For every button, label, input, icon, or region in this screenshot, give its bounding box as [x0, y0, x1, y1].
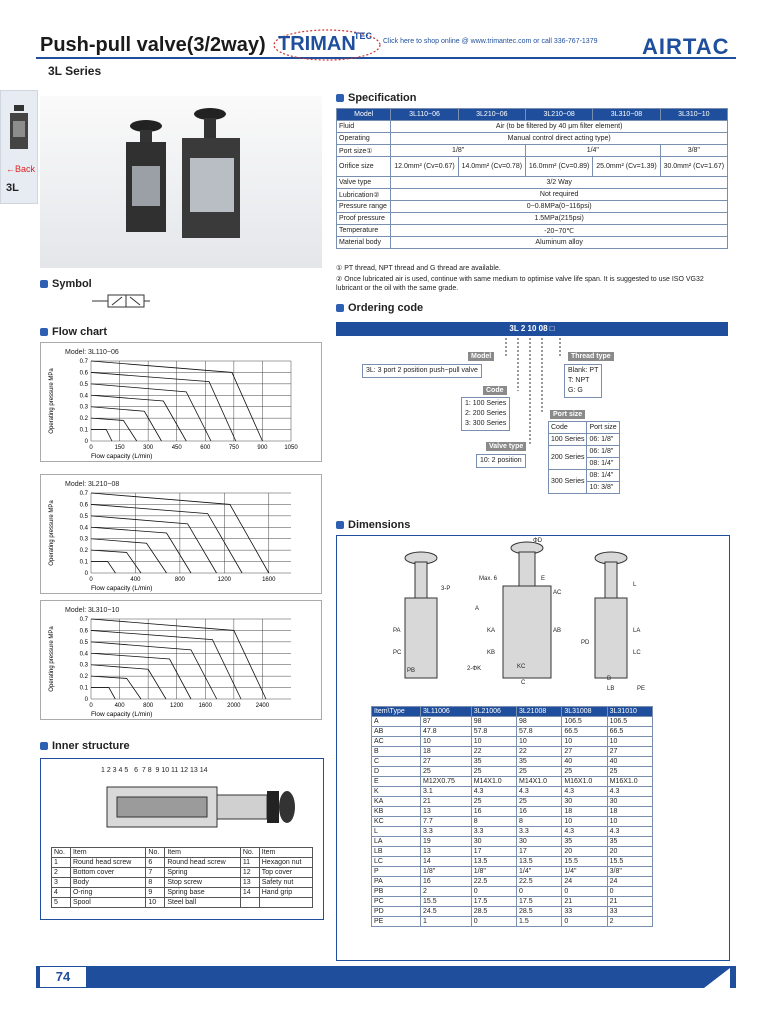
- x-tick-label: 900: [257, 445, 268, 451]
- y-tick-label: 0.2: [79, 548, 88, 555]
- code-list: 1: 100 Series 2: 200 Series 3: 300 Series: [461, 397, 510, 431]
- table-row: AC 10 10 10 10 10: [372, 737, 653, 747]
- table-row: 1 Round head screw 6 Round head screw 11 Hexagon nut: [52, 858, 313, 868]
- part-numbers: 1 2 3 4 5 6 7 8 9 10 11 12 13 14: [101, 767, 208, 774]
- x-tick-label: 800: [143, 703, 154, 709]
- y-tick-label: 0.6: [79, 628, 88, 635]
- table-row: PE 1 0 1.5 0 2: [372, 917, 653, 927]
- x-tick-label: 300: [143, 445, 154, 451]
- port-size-heading: Port size: [550, 410, 585, 419]
- dimensions-heading: Dimensions: [336, 519, 410, 531]
- y-tick-label: 0.3: [79, 662, 88, 669]
- y-tick-label: 0: [84, 571, 88, 577]
- symbol-heading: Symbol: [40, 278, 92, 290]
- x-tick-label: 400: [130, 577, 141, 583]
- dimension-drawings: [341, 540, 725, 700]
- inner-structure-drawing: [97, 777, 297, 841]
- bullet-icon: [40, 328, 48, 336]
- x-tick-label: 750: [228, 445, 239, 451]
- inner-structure-box: [40, 758, 324, 920]
- y-tick-label: 0.4: [79, 651, 88, 658]
- model-value: 3L: 3 port 2 position push−pull valve: [362, 364, 482, 378]
- flow-chart-3: [40, 600, 322, 720]
- flow-chart-2: [40, 474, 322, 594]
- model-heading: Model: [468, 352, 494, 361]
- table-row: AB 47.8 57.8 57.8 66.5 66.5: [372, 727, 653, 737]
- table-row: LB 13 17 17 20 20: [372, 847, 653, 857]
- table-row: LC 14 13.5 13.5 15.5 15.5: [372, 857, 653, 867]
- y-tick-label: 0: [84, 697, 88, 703]
- footer-bar: [36, 966, 736, 988]
- back-link[interactable]: ←Back: [6, 164, 36, 174]
- series-line: [91, 619, 266, 699]
- x-tick-label: 1200: [170, 703, 184, 709]
- sidebar-code: 3L: [6, 182, 19, 194]
- valve-type-value: 10: 2 position: [476, 454, 526, 468]
- series-line: [91, 562, 115, 573]
- spec-note-2: ② Once lubricated air is used, continue with same medium to optimise valve life span. It is suggested to use ISO VG32 lubricant or the oil with the same grade.: [336, 276, 704, 292]
- code-heading: Code: [483, 386, 507, 395]
- x-tick-label: 800: [174, 577, 185, 583]
- flow-chart-3-svg: [41, 601, 321, 719]
- table-row: L 3.3 3.3 3.3 4.3 4.3: [372, 827, 653, 837]
- x-tick-label: 2000: [227, 703, 241, 709]
- x-tick-label: 2400: [255, 703, 270, 709]
- y-tick-label: 0.5: [79, 381, 88, 388]
- chart-title: Model: 3L310−10: [65, 607, 120, 614]
- table-row: B 18 22 22 27 27: [372, 747, 653, 757]
- y-tick-label: 0.2: [79, 674, 88, 681]
- page-number: 74: [40, 967, 86, 987]
- ordering-code-bar: 3L 2 10 08 □: [336, 322, 728, 336]
- y-axis-label: Operating pressure MPa: [49, 500, 55, 566]
- chart-title: Model: 3L210−08: [65, 481, 120, 488]
- ordering-connectors: [336, 336, 728, 476]
- x-tick-label: 400: [114, 703, 125, 709]
- specification-heading: Specification: [336, 92, 416, 104]
- y-tick-label: 0.6: [79, 370, 88, 377]
- y-tick-label: 0.6: [79, 502, 88, 509]
- y-axis-label: Operating pressure MPa: [49, 626, 55, 692]
- header-rule: [36, 57, 736, 59]
- dimensions-table: Item\Type 3L11006 3L21006 3L21008 3L31008 3L31010 A 87 98 98 106.5 106.5 AB 47.8 57.8 57.8 66.5 66.5 AC 10 10 10 10 10 B 18 22 22 27 27 C 27 35 35 40 40 D 25 25 25 25 25 E M12X0.75 M14X1.0 M14X1.0 M16X1.0 M16X1.0 K 3.1 4.3 4.3 4.3 4.3 KA 21 25 25 30 30 KB 13 16 16 18 18 KC 7.7 8 8 10 10 L 3.3 3.3 3.3 4.3 4.3 LA 19 30 30 35 35 LB 13 17 17 20 20 LC 14 13.5 13.5 15.5 15.5 P 1/8" 1/8" 1/4" 1/4" 3/8" PA 16 22.5 22.5 24 24 PB 2 0 0 0 0 PC 15.5 17.5 17.5 21 21 PD 24.5 28.5 28.5 33 33 PE 1 0 1.5 0 2: [371, 706, 653, 927]
- table-row: PC 15.5 17.5 17.5 21 21: [372, 897, 653, 907]
- y-tick-label: 0.3: [79, 404, 88, 411]
- y-tick-label: 0.1: [79, 427, 88, 434]
- series-line: [91, 430, 112, 441]
- y-tick-label: 0.5: [79, 513, 88, 520]
- y-tick-label: 0.2: [79, 416, 88, 423]
- x-tick-label: 0: [89, 577, 93, 583]
- x-tick-label: 450: [171, 445, 182, 451]
- inner-parts-table: No. Item No. Item No. Item 1 Round head screw 6 Round head screw 11 Hexagon nut 2 Bottom cover 7 Spring 12 Top cover 3 Body 8 Stop screw 13 Safety nut 4 O-ring 9 Spring base 14 Hand grip 5 Spool 10 Steel ball: [51, 847, 313, 908]
- x-axis-label: Flow capacity (L/min): [91, 711, 153, 718]
- table-row: KC 7.7 8 8 10 10: [372, 817, 653, 827]
- x-tick-label: 1600: [198, 703, 212, 709]
- triman-logo[interactable]: TRIMAN TEC: [272, 28, 382, 62]
- x-tick-label: 150: [114, 445, 125, 451]
- airtac-logo: AIRTAC: [642, 34, 730, 59]
- thumbnail-icon: [1, 91, 37, 161]
- series-line: [91, 688, 115, 699]
- valve-symbol-icon: [90, 292, 152, 314]
- y-tick-label: 0.5: [79, 639, 88, 646]
- x-tick-label: 0: [89, 703, 93, 709]
- table-row: D 25 25 25 25 25: [372, 767, 653, 777]
- y-tick-label: 0.7: [79, 491, 88, 497]
- table-row: KA 21 25 25 30 30: [372, 797, 653, 807]
- x-tick-label: 1200: [217, 577, 232, 583]
- x-axis-label: Flow capacity (L/min): [91, 453, 153, 460]
- chart-title: Model: 3L110−06: [65, 349, 119, 356]
- y-tick-label: 0.3: [79, 536, 88, 543]
- bullet-icon: [336, 521, 344, 529]
- y-tick-label: 0.1: [79, 685, 88, 692]
- valve-type-heading: Valve type: [486, 442, 526, 451]
- table-row: 4 O-ring 9 Spring base 14 Hand grip: [52, 888, 313, 898]
- airtac-mark-icon: [700, 966, 736, 988]
- bullet-icon: [40, 742, 48, 750]
- series-title: 3L Series: [48, 64, 102, 78]
- thread-type-list: Blank: PT T: NPT G: G: [564, 364, 602, 398]
- y-tick-label: 0.7: [79, 359, 88, 365]
- y-tick-label: 0: [84, 439, 88, 445]
- table-row: KB 13 16 16 18 18: [372, 807, 653, 817]
- bullet-icon: [336, 94, 344, 102]
- y-axis-label: Operating pressure MPa: [49, 368, 55, 434]
- table-row: 5 Spool 10 Steel ball: [52, 898, 313, 908]
- flow-chart-1-svg: [41, 343, 321, 461]
- spec-note-1: ① PT thread, NPT thread and G thread are available.: [336, 265, 501, 272]
- dimensions-box: ΦD Max. 6 E AC 3-P A AB PA KA PC KB KC 2-ΦK PB C L LA PD LC B LB PE Item\Type 3L11006 3L21006 3L21008 3L31008 3L31010 A 87 98 98 106.5 106.5 AB 47.8 57.8 57.8 66.5 66.5 AC 10 10 10 10 10 B 18 22 22 27 27 C 27 35 35 40 40 D 25 25 25 25 25 E M12X0.75 M14X1.0 M14X1.0 M16X1.0 M16X1.0 K 3.1 4.3 4.3 4.3 4.3 KA 21 25 25 30 30 KB 13 16 16 18 18 KC 7.7 8 8 10 10 L 3.3 3.3 3.3 4.3 4.3 LA 19 30 30 35 35 LB 13 17 17 20 20 LC 14 13.5 13.5 15.5 15.5 P 1/8" 1/8" 1/4" 1/4" 3/8" PA 16 22.5 22.5 24 24 PB 2 0 0 0 0 PC 15.5 17.5 17.5 21 21 PD 24.5 28.5 28.5 33 33 PE 1 0 1.5 0 2: [336, 535, 730, 961]
- series-line: [91, 642, 217, 699]
- table-row: PA 16 22.5 22.5 24 24: [372, 877, 653, 887]
- x-tick-label: 1050: [284, 445, 298, 451]
- flow-chart-heading: Flow chart: [40, 326, 107, 338]
- table-row: 2 Bottom cover 7 Spring 12 Top cover: [52, 868, 313, 878]
- table-row: K 3.1 4.3 4.3 4.3 4.3: [372, 787, 653, 797]
- port-size-table: Code Port size 100 Series 06: 1/8" 200 Series 06: 1/8" 08: 1/4" 300 Series 08: 1/4" 10: 3/8": [548, 421, 620, 494]
- x-tick-label: 600: [200, 445, 211, 451]
- table-row: 3 Body 8 Stop screw 13 Safety nut: [52, 878, 313, 888]
- table-row: A 87 98 98 106.5 106.5: [372, 717, 653, 727]
- bullet-icon: [40, 280, 48, 288]
- y-tick-label: 0.4: [79, 525, 88, 532]
- table-row: PD 24.5 28.5 28.5 33 33: [372, 907, 653, 917]
- table-row: C 27 35 35 40 40: [372, 757, 653, 767]
- x-tick-label: 0: [89, 445, 93, 451]
- x-tick-label: 1600: [262, 577, 276, 583]
- x-axis-label: Flow capacity (L/min): [91, 585, 153, 592]
- flow-chart-1: [40, 342, 322, 462]
- series-line: [91, 384, 211, 441]
- table-row: LA 19 30 30 35 35: [372, 837, 653, 847]
- flow-chart-2-svg: [41, 475, 321, 593]
- y-tick-label: 0.7: [79, 617, 88, 623]
- y-tick-label: 0.1: [79, 559, 88, 566]
- shop-online-link[interactable]: Click here to shop online @ www.trimantec.com or call 336-767-1379: [383, 38, 598, 45]
- thread-type-heading: Thread type: [568, 352, 614, 361]
- series-line: [91, 665, 166, 699]
- product-photo: [40, 96, 322, 268]
- table-row: E M12X0.75 M14X1.0 M14X1.0 M16X1.0 M16X1.0: [372, 777, 653, 787]
- table-row: P 1/8" 1/8" 1/4" 1/4" 3/8": [372, 867, 653, 877]
- ordering-code-heading: Ordering code: [336, 302, 423, 314]
- table-row: PB 2 0 0 0 0: [372, 887, 653, 897]
- inner-structure-heading: Inner structure: [40, 740, 130, 752]
- bullet-icon: [336, 304, 344, 312]
- specification-table: Model 3L110−06 3L210−06 3L210−08 3L310−08 3L310−10 Fluid Air (to be filtered by 40 μm filter element) Operating Manual control direct acting type) Port size① 1/8" 1/4" 3/8" Orifice size 12.0mm² (Cv=0.67) 14.0mm² (Cv=0.78) 16.0mm² (Cv=0.89) 25.0mm² (Cv=1.39) 30.0mm² (Cv=1.67) Valve type 3/2 Way Lubrication② Not required Pressure range 0−0.8MPa(0−116psi) Proof pressure 1.5MPa(215psi) Temperature -20~70℃ Material body Aluminum alloy: [336, 108, 728, 249]
- page-title: Push-pull valve(3/2way): [40, 34, 266, 56]
- y-tick-label: 0.4: [79, 393, 88, 400]
- series-line: [91, 407, 161, 441]
